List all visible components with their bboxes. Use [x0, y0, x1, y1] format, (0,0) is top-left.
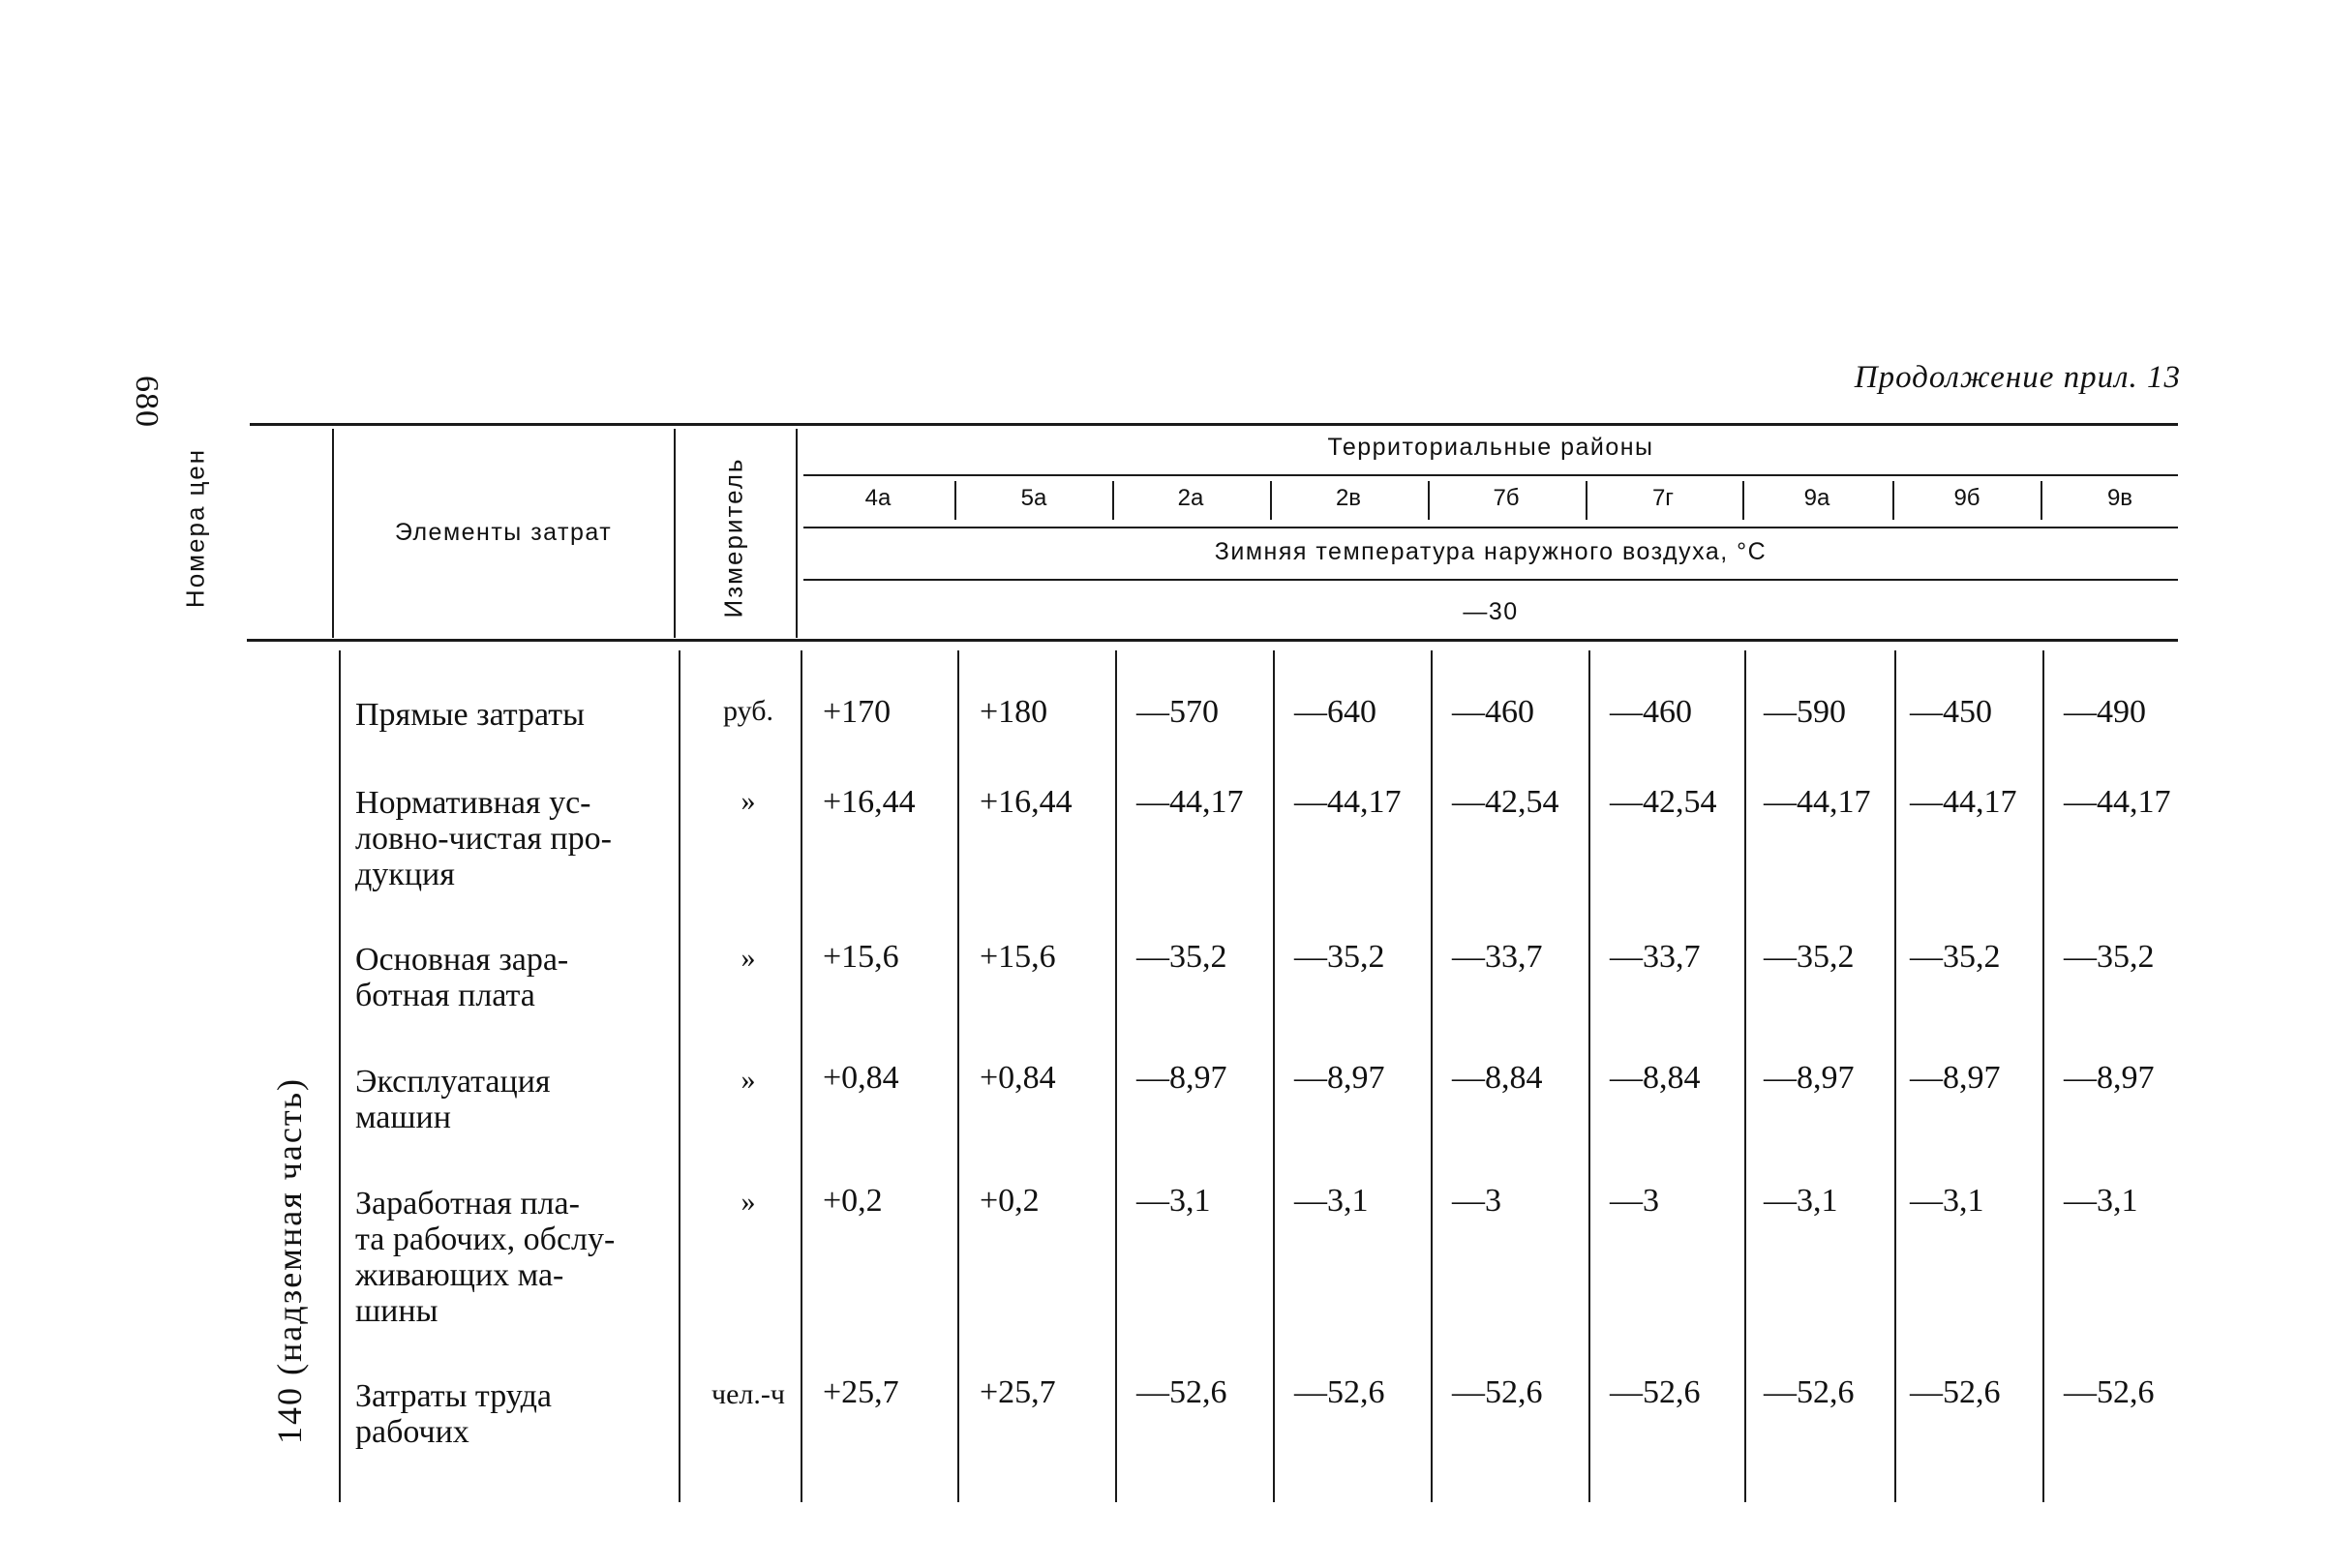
table-cell-value: —460 — [1452, 694, 1534, 730]
table-cell-value: +25,7 — [823, 1374, 899, 1410]
row-unit: » — [741, 1186, 756, 1218]
table-cell-value: —490 — [2064, 694, 2146, 730]
table-cell-value: —3 — [1452, 1183, 1501, 1219]
table-top-rule — [250, 423, 2178, 426]
header-price-numbers: Номера цен — [180, 447, 210, 609]
element-line: машин — [355, 1100, 451, 1135]
header-cost-elements: Элементы затрат — [394, 519, 613, 546]
table-cell-value: —35,2 — [1764, 939, 1855, 975]
table-cell-value: —35,2 — [1294, 939, 1385, 975]
table-cell-value: —52,6 — [1136, 1374, 1227, 1410]
table-cell-value: —35,2 — [1910, 939, 2001, 975]
table-cell-value: +0,2 — [980, 1183, 1040, 1219]
temperature-bottom-rule — [803, 579, 2178, 581]
body-divider-11 — [2042, 650, 2044, 1502]
element-line: дукция — [355, 857, 455, 892]
header-unit: Измеритель — [718, 457, 748, 618]
table-cell-value: —8,84 — [1452, 1060, 1543, 1096]
region-separator — [1270, 481, 1272, 520]
body-divider-10 — [1894, 650, 1896, 1502]
table-cell-value: +0,2 — [823, 1183, 883, 1219]
region-7b: 7б — [1493, 485, 1520, 511]
element-line: Основная зара- — [355, 942, 569, 978]
region-2a: 2а — [1177, 485, 1204, 511]
header-temperature-value: —30 — [1463, 598, 1519, 625]
table-cell-value: —52,6 — [1610, 1374, 1701, 1410]
table-cell-value: —52,6 — [1764, 1374, 1855, 1410]
table-cell-value: —42,54 — [1452, 784, 1559, 820]
table-row-element — [355, 697, 665, 733]
price-group-label: 140 (надземная часть) — [270, 1077, 309, 1444]
table-cell-value: —590 — [1764, 694, 1846, 730]
table-cell-value: —570 — [1136, 694, 1219, 730]
region-separator — [1586, 481, 1587, 520]
table-cell-value: +0,84 — [980, 1060, 1056, 1096]
header-divider-2 — [674, 429, 676, 638]
table-row-element — [355, 1064, 665, 1135]
table-row-element — [355, 1378, 665, 1450]
region-4a: 4а — [864, 485, 892, 511]
row-unit: » — [741, 1064, 756, 1096]
element-line: живающих ма- — [355, 1257, 564, 1293]
element-line: ловно-чистая про- — [355, 821, 612, 857]
region-separator — [1892, 481, 1894, 520]
element-line: рабочих — [355, 1414, 469, 1450]
table-cell-value: —460 — [1610, 694, 1692, 730]
row-unit: » — [741, 785, 756, 817]
table-cell-value: —44,17 — [1764, 784, 1871, 820]
continuation-label: Продолжение прил. 13 — [1854, 360, 2181, 395]
table-cell-value: —33,7 — [1610, 939, 1701, 975]
page-number: 680 — [129, 376, 165, 428]
table-cell-value: +180 — [980, 694, 1048, 730]
region-2v: 2в — [1335, 485, 1362, 511]
table-cell-value: —52,6 — [2064, 1374, 2155, 1410]
table-cell-value: —44,17 — [1294, 784, 1402, 820]
table-cell-value: —3 — [1610, 1183, 1659, 1219]
table-cell-value: +0,84 — [823, 1060, 899, 1096]
regions-top-rule — [803, 474, 2178, 476]
table-cell-value: —8,84 — [1610, 1060, 1701, 1096]
region-5a: 5а — [1020, 485, 1047, 511]
element-line: та рабочих, обслу- — [355, 1221, 616, 1257]
table-cell-value: —44,17 — [1136, 784, 1244, 820]
region-separator — [1428, 481, 1430, 520]
table-row-element — [355, 785, 665, 892]
table-cell-value: —8,97 — [1294, 1060, 1385, 1096]
table-cell-value: —8,97 — [1910, 1060, 2001, 1096]
table-cell-value: —35,2 — [2064, 939, 2155, 975]
body-divider-9 — [1744, 650, 1746, 1502]
table-cell-value: —8,97 — [1764, 1060, 1855, 1096]
row-unit: руб. — [723, 695, 773, 727]
table-cell-value: —52,6 — [1910, 1374, 2001, 1410]
table-cell-value: —52,6 — [1294, 1374, 1385, 1410]
header-bottom-rule — [247, 639, 2178, 642]
table-row-element — [355, 942, 665, 1013]
table-cell-value: —8,97 — [1136, 1060, 1227, 1096]
region-9a: 9а — [1803, 485, 1830, 511]
element-line: Заработная пла- — [355, 1186, 580, 1221]
region-9v: 9в — [2106, 485, 2133, 511]
table-cell-value: —8,97 — [2064, 1060, 2155, 1096]
element-line: Нормативная ус- — [355, 785, 591, 821]
table-cell-value: —450 — [1910, 694, 1992, 730]
table-cell-value: —42,54 — [1610, 784, 1717, 820]
element-line: Прямые затраты — [355, 697, 585, 733]
table-cell-value: —3,1 — [1910, 1183, 1984, 1219]
table-cell-value: —640 — [1294, 694, 1376, 730]
element-line: Эксплуатация — [355, 1064, 551, 1100]
body-divider-7 — [1431, 650, 1433, 1502]
header-winter-temperature: Зимняя температура наружного воздуха, °С — [1214, 538, 1768, 565]
table-cell-value: —35,2 — [1136, 939, 1227, 975]
table-cell-value: —3,1 — [2064, 1183, 2138, 1219]
body-divider-8 — [1588, 650, 1590, 1502]
header-territorial-regions: Территориальные районы — [1327, 434, 1654, 461]
region-separator — [1112, 481, 1114, 520]
table-cell-value: —44,17 — [1910, 784, 2017, 820]
element-line: шины — [355, 1293, 438, 1329]
row-unit: » — [741, 942, 756, 974]
body-divider-1 — [339, 650, 341, 1502]
region-separator — [2041, 481, 2042, 520]
table-cell-value: +15,6 — [980, 939, 1056, 975]
table-cell-value: —44,17 — [2064, 784, 2171, 820]
body-divider-5 — [1115, 650, 1117, 1502]
row-unit: чел.-ч — [711, 1378, 785, 1410]
table-cell-value: +15,6 — [823, 939, 899, 975]
table-cell-value: —3,1 — [1294, 1183, 1369, 1219]
regions-bottom-rule — [803, 527, 2178, 528]
table-cell-value: —33,7 — [1452, 939, 1543, 975]
table-cell-value: +16,44 — [823, 784, 916, 820]
region-separator — [954, 481, 956, 520]
body-divider-2 — [679, 650, 680, 1502]
element-line: ботная плата — [355, 978, 535, 1013]
table-cell-value: +16,44 — [980, 784, 1073, 820]
region-7g: 7г — [1651, 485, 1675, 511]
table-row-element — [355, 1186, 665, 1329]
region-9b: 9б — [1953, 485, 1980, 511]
table-cell-value: +170 — [823, 694, 892, 730]
region-separator — [1742, 481, 1744, 520]
table-cell-value: +25,7 — [980, 1374, 1056, 1410]
body-divider-4 — [957, 650, 959, 1502]
table-cell-value: —3,1 — [1764, 1183, 1838, 1219]
table-cell-value: —3,1 — [1136, 1183, 1211, 1219]
table-cell-value: —52,6 — [1452, 1374, 1543, 1410]
header-divider-3 — [796, 429, 798, 638]
body-divider-6 — [1273, 650, 1275, 1502]
element-line: Затраты труда — [355, 1378, 553, 1414]
